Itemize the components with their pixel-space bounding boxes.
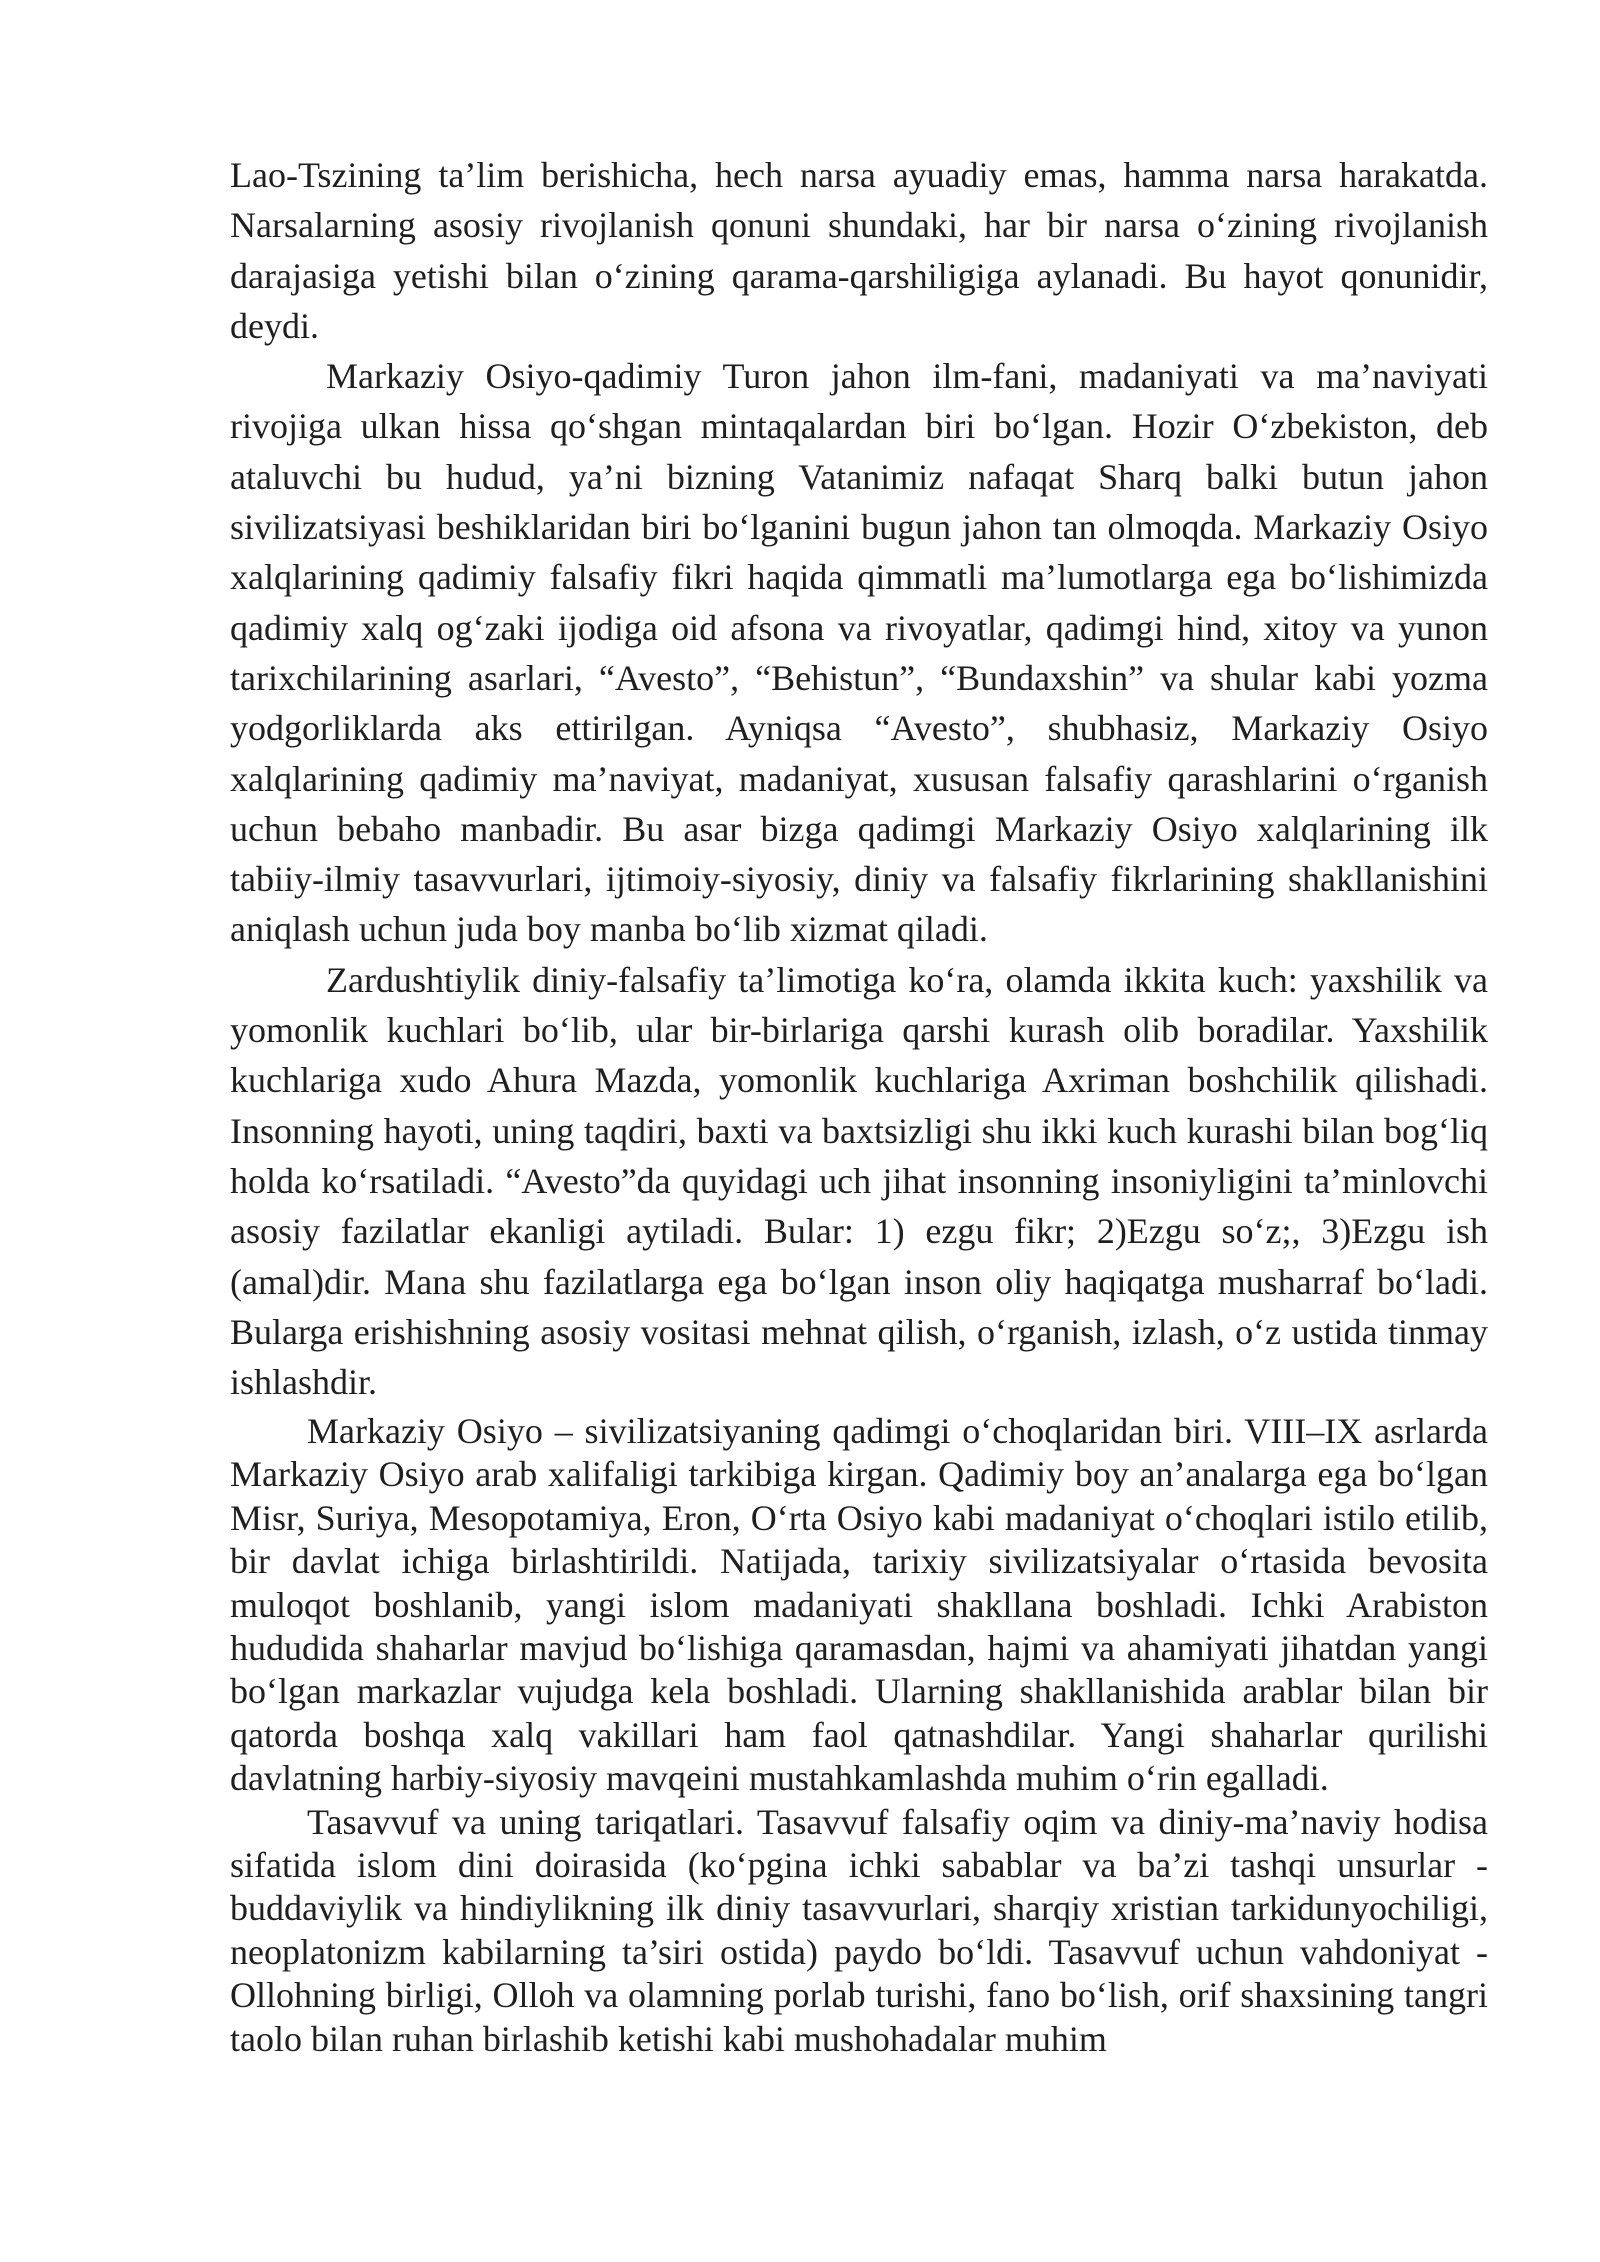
paragraph-tasavvuf: Tasavvuf va uning tariqatlari. Tasavvuf falsafiy oqim va diniy-ma’naviy hodisa sifatida islom dini doirasida (ko‘pgina ichki sabablar va ba’zi tashqi unsurlar - buddaviylik va hindiylikning ilk diniy tasavvurlari, sharqiy xristian tarkidunyochiligi, neoplatonizm kabilarning ta’siri ostida) paydo bo‘ldi. Tasavvuf uchun vahdoniyat - Ollohning birligi, Olloh va olamning porlab turishi, fano bo‘lish, orif shaxsining tangri taolo bilan ruhan birlashib ketishi kabi mushohadalar muhim	[230, 1801, 1488, 2059]
paragraph-lao-tszi: Lao-Tszining ta’lim berishicha, hech narsa ayuadiy emas, hamma narsa harakatda. Narsalarning asosiy rivojlanish qonuni shundaki, har bir narsa o‘zining rivojlanish darajasiga yetishi bilan o‘zining qarama-qarshiligiga aylanadi. Bu hayot qonunidir, deydi.	[230, 155, 1488, 346]
text-section-upper	[230, 150, 1488, 1407]
paragraph-markaziy-osiyo-turon: Markaziy Osiyo-qadimiy Turon jahon ilm-fani, madaniyati va ma’naviyati rivojiga ulkan hissa qo‘shgan mintaqalardan biri bo‘lgan. Hozir O‘zbekiston, deb ataluvchi bu hudud, ya’ni bizning Vatanimiz nafaqat Sharq balki butun jahon sivilizatsiyasi beshiklaridan biri bo‘lganini bugun jahon tan olmoqda. Markaziy Osiyo xalqlarining qadimiy falsafiy fikri haqida qimmatli ma’lumotlarga ega bo‘lishimizda qadimiy xalq og‘zaki ijodiga oid afsona va rivoyatlar, qadimgi hind, xitoy va yunon tarixchilarining asarlari, “Avesto”, “Behistun”, “Bundaxshin” va shular kabi yozma yodgorliklarda aks ettirilgan. Ayniqsa “Avesto”, shubhasiz, Markaziy Osiyo xalqlarining qadimiy ma’naviyat, madaniyat, xususan falsafiy qarashlarini o‘rganish uchun bebaho manbadir. Bu asar bizga qadimgi Markaziy Osiyo xalqlarining ilk tabiiy-ilmiy tasavvurlari, ijtimoiy-siyosiy, diniy va falsafiy fikrlarining shakllanishini aniqlash uchun juda boy manba bo‘lib xizmat qiladi.	[230, 356, 1488, 950]
paragraph-sivilizatsiya: Markaziy Osiyo – sivilizatsiyaning qadimgi o‘choqlaridan biri. VIII–IX asrlarda Markaziy Osiyo arab xalifaligi tarkibiga kirgan. Qadimiy boy an’analarga ega bo‘lgan Misr, Suriya, Mesopotamiya, Eron, O‘rta Osiyo kabi madaniyat o‘choqlari istilo etilib, bir davlat ichiga birlashtirildi. Natijada, tarixiy sivilizatsiyalar o‘rtasida bevosita muloqot boshlanib, yangi islom madaniyati shakllana boshladi. Ichki Arabiston hududida shaharlar mavjud bo‘lishiga qaramasdan, hajmi va ahamiyati jihatdan yangi bo‘lgan markazlar vujudga kela boshladi. Ularning shakllanishida arablar bilan bir qatorda boshqa xalq vakillari ham faol qatnashdilar. Yangi shaharlar qurilishi davlatning harbiy-siyosiy mavqeini mustahkamlashda muhim o‘rin egalladi.	[230, 1411, 1488, 1799]
text-section-lower	[230, 1410, 1488, 2061]
paragraph-zardushtiylik: Zardushtiylik diniy-falsafiy ta’limotiga ko‘ra, olamda ikkita kuch: yaxshilik va yomonlik kuchlari bo‘lib, ular bir-birlariga qarshi kurash olib boradilar. Yaxshilik kuchlariga xudo Ahura Mazda, yomonlik kuchlariga Axriman boshchilik qilishadi. Insonning hayoti, uning taqdiri, baxti va baxtsizligi shu ikki kuch kurashi bilan bog‘liq holda ko‘rsatiladi. “Avesto”da quyidagi uch jihat insonning insoniyligini ta’minlovchi asosiy fazilatlar ekanligi aytiladi. Bular: 1) ezgu fikr; 2)Ezgu so‘z;, 3)Ezgu ish (amal)dir. Mana shu fazilatlarga ega bo‘lgan inson oliy haqiqatga musharraf bo‘ladi. Bularga erishishning asosiy vositasi mehnat qilish, o‘rganish, izlash, o‘z ustida tinmay ishlashdir.	[230, 959, 1488, 1403]
